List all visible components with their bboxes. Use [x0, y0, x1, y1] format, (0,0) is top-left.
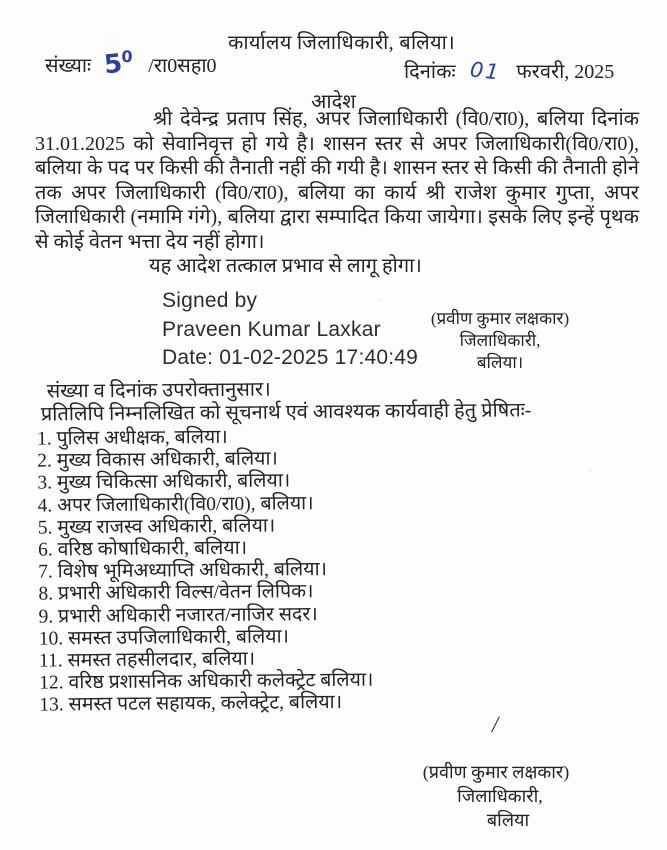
digital-signature-signed-by: Signed by — [162, 289, 258, 312]
recipient-item: 7. विशेष भूमिअध्याप्ति अधिकारी, बलिया। — [38, 559, 328, 583]
recipient-item: 10. समस्त उपजिलाधिकारी, बलिया। — [38, 626, 290, 650]
distribution-section — [0, 375, 667, 717]
signature-slash-mark: / — [490, 711, 501, 739]
signatory-title: जिलाधिकारी, — [457, 786, 543, 806]
recipient-item: 11. समस्त तहसीलदार, बलिया। — [38, 648, 256, 672]
date-label: दिनांकः — [404, 61, 456, 83]
ref-label: संख्याः — [45, 55, 92, 77]
digital-signature-date: Date: 01-02-2025 17:40:49 — [162, 346, 419, 369]
signatory-place: बलिया। — [476, 353, 524, 372]
digital-signature-name: Praveen Kumar Laxkar — [162, 317, 381, 341]
signatory-block-bottom — [398, 760, 594, 832]
recipient-item: 6. वरिष्ठ कोषाधिकारी, बलिया। — [37, 537, 248, 561]
recipient-item: 4. अपर जिलाधिकारी(वि0/रा0), बलिया। — [37, 492, 314, 517]
recipient-item: 13. समस्त पटल सहायक, कलेक्ट्रेट, बलिया। — [39, 692, 343, 717]
order-body — [35, 107, 639, 279]
signatory-block-top — [412, 308, 588, 374]
recipient-item: 1. पुलिस अधीक्षक, बलिया। — [36, 426, 228, 450]
digital-signature-stamp — [162, 287, 418, 373]
signatory-name: (प्रवीण कुमार लक्षकार) — [430, 309, 570, 328]
copy-distribution-line: प्रतिलिपि निम्नलिखित को सूचनार्थ एवं आवश्यक कार्यवाही हेतु प्रेषितः- — [40, 399, 532, 426]
recipient-item: 3. मुख्य चिकित्सा अधिकारी, बलिया। — [37, 470, 291, 494]
recipient-item: 2. मुख्य विकास अधिकारी, बलिया। — [37, 448, 278, 472]
order-heading: आदेश — [311, 91, 356, 113]
recipient-item: 9. प्रभारी अधिकारी नजारत/नाजिर सदर। — [38, 603, 318, 628]
recipient-item: 5. मुख्य राजस्व अधिकारी, बलिया। — [37, 515, 276, 539]
signatory-name: (प्रवीण कुमार लक्षकार) — [422, 762, 570, 782]
handwritten-date-number: 01 — [469, 57, 503, 85]
order-paragraph: श्री देवेन्द्र प्रताप सिंह, अपर जिलाधिकारी (वि0/रा0), बलिया दिनांक 31.01.2025 को सेवानिवृत्त हो गये है। शासन स्तर से अपर जिलाधिकारी(वि0/रा0), बलिया के पद पर किसी की तैनाती नहीं की गयी है। शासन स्तर से किसी की तैनाती होने तक अपर जिलाधिकारी (वि0/रा0), बलिया का कार्य श्री राजेश कुमार गुप्ता, अपर जिलाधिकारी (नमामि गंगे), बलिया द्वारा सम्पादित किया जायेगा। इसके लिए इन्हें पृथक से कोई वेतन भत्ता देय नहीं होगा। — [35, 108, 639, 253]
handwritten-ref-number: 50 — [102, 46, 134, 81]
recipient-item: 8. प्रभारी अधिकारी विल्स/वेतन लिपिक। — [38, 581, 314, 605]
ref-note: संख्या व दिनांक उपरोक्तानुसार। — [46, 378, 271, 403]
signatory-title: जिलाधिकारी, — [459, 331, 541, 350]
effect-line: यह आदेश तत्काल प्रभाव से लागू होगा। — [149, 255, 422, 277]
recipient-list — [37, 423, 667, 717]
ref-number-row — [45, 46, 217, 81]
recipient-item: 12. वरिष्ठ प्रशासनिक अधिकारी कलेक्ट्रेट बलिया। — [39, 669, 374, 694]
date-text: फरवरी, 2025 — [516, 61, 615, 83]
ref-suffix: /रा0सहा0 — [148, 55, 217, 77]
signatory-place: बलिया — [486, 810, 530, 830]
date-row — [404, 57, 614, 84]
office-header: कार्यालय जिलाधिकारी, बलिया। — [228, 32, 455, 54]
